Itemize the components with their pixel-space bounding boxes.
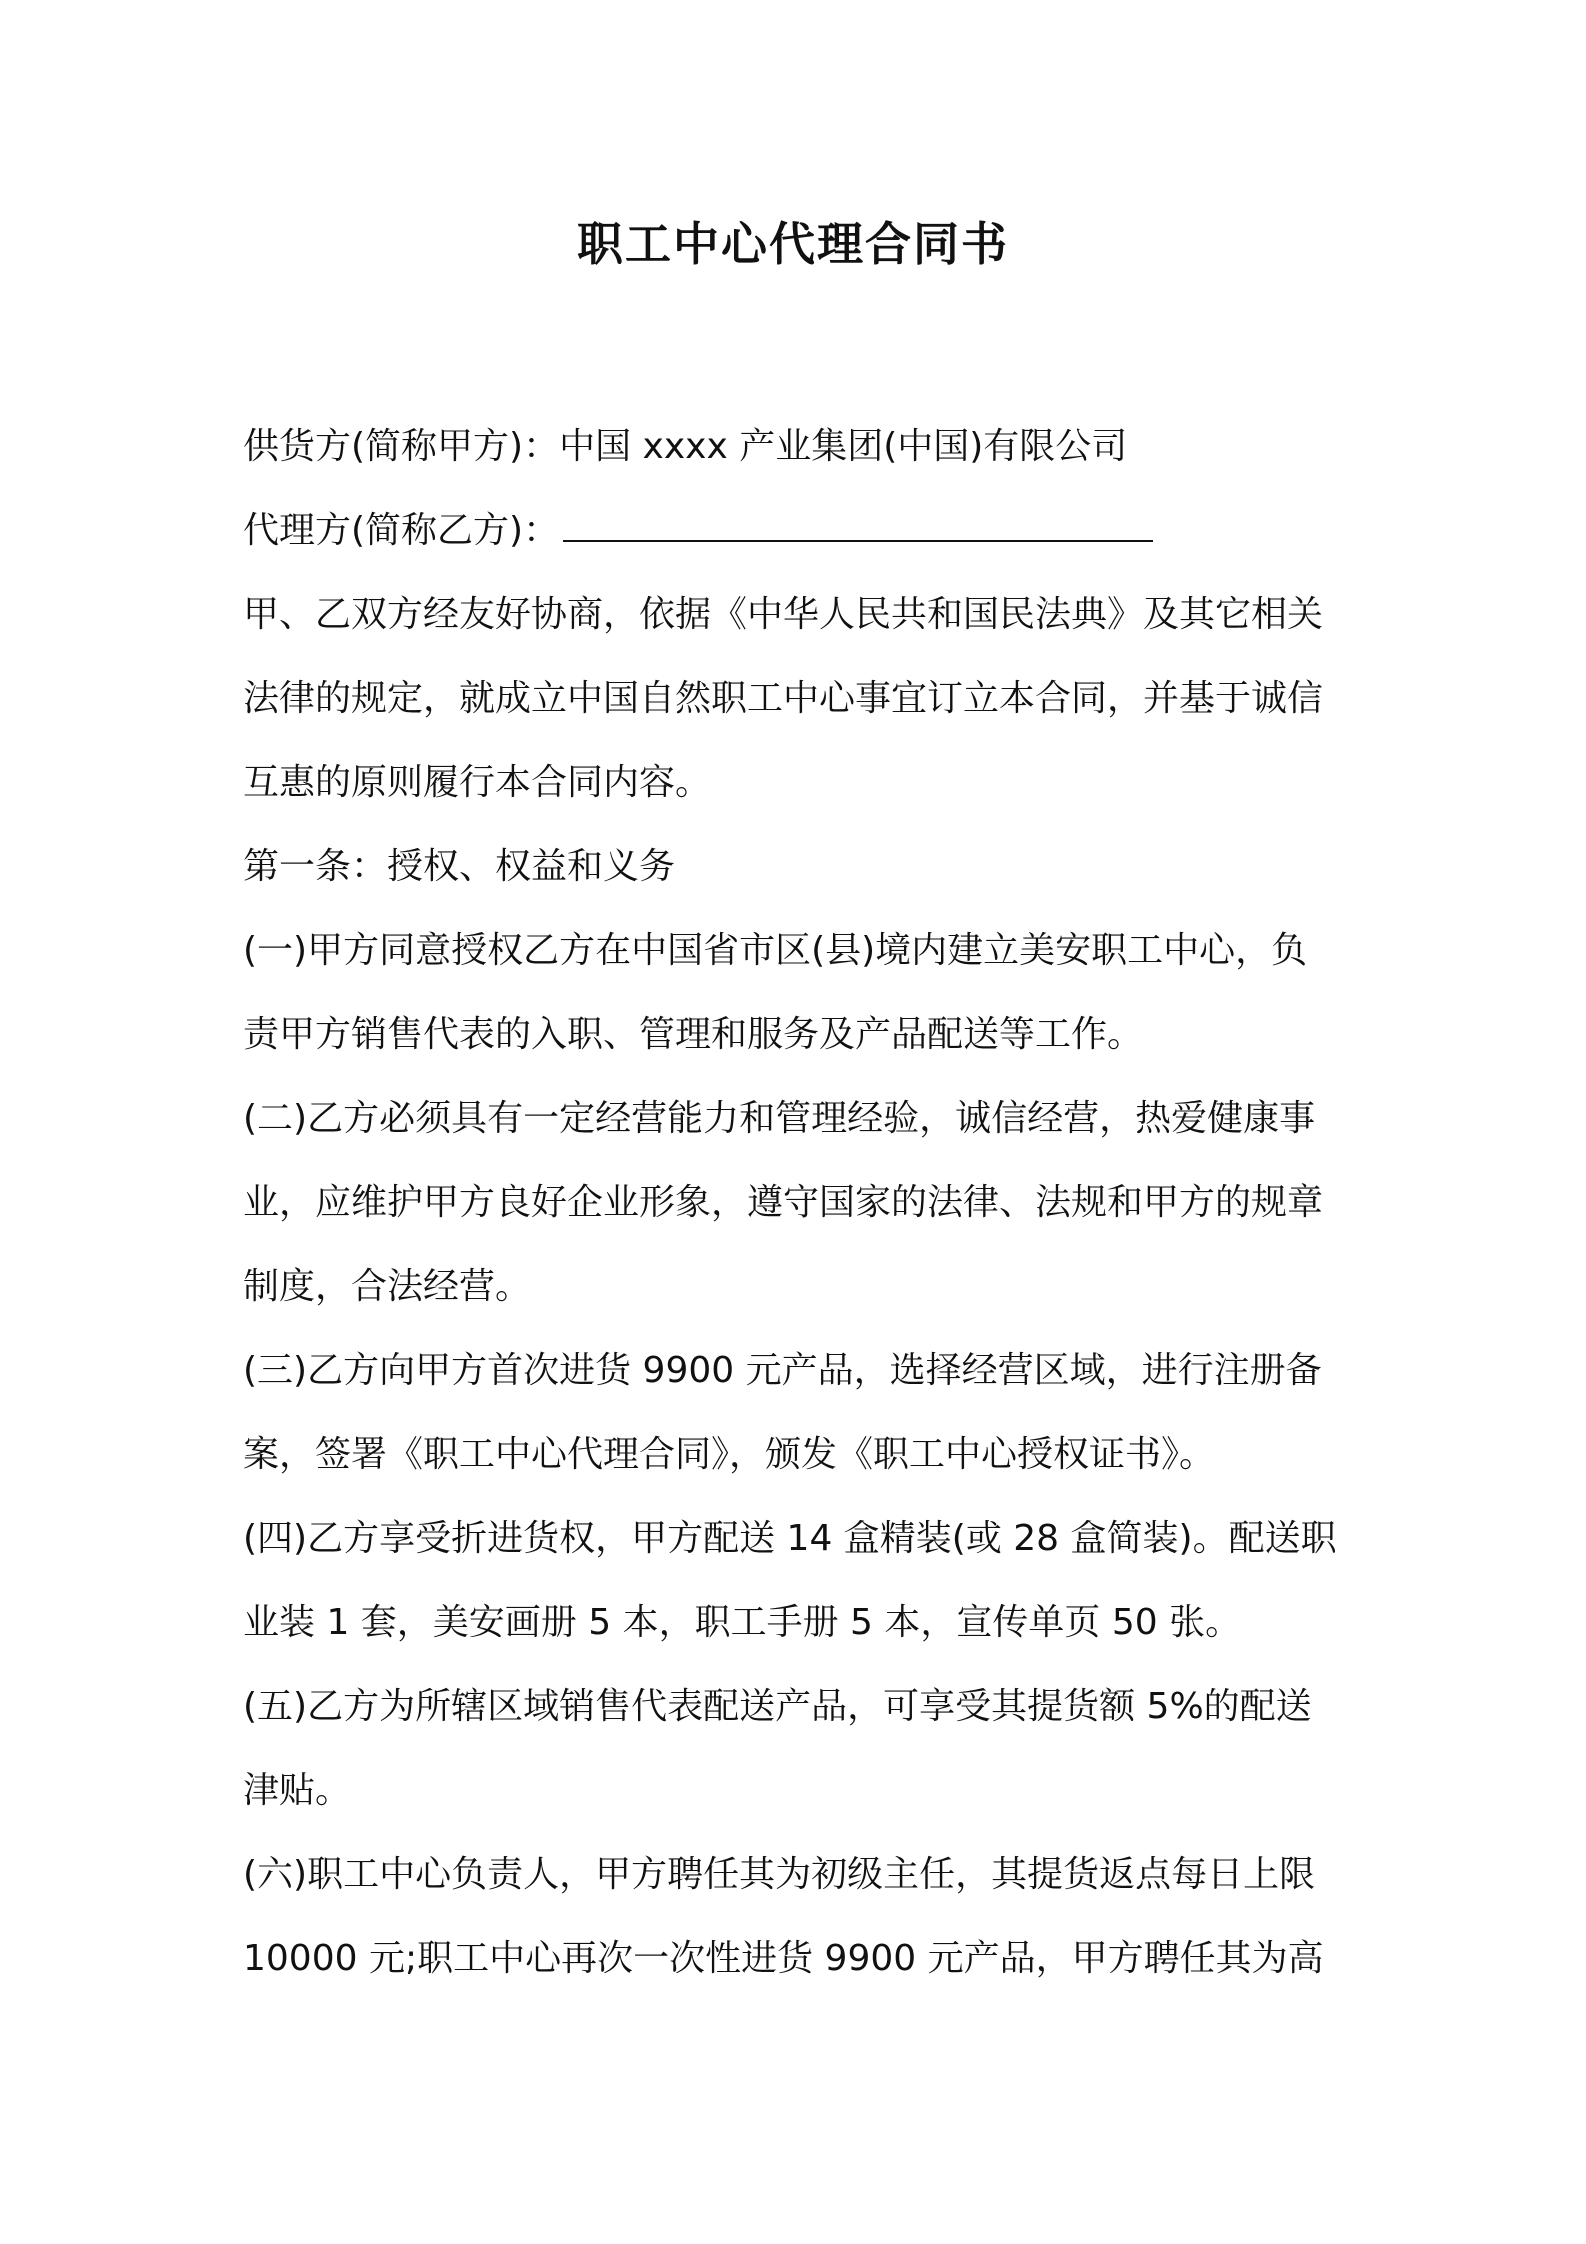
supplier-line: 供货方(简称甲方)：中国 xxxx 产业集团(中国)有限公司 [243,426,1128,467]
body-line: 案，签署《职工中心代理合同》，颁发《职工中心授权证书》。 [243,1434,1216,1475]
body-line: 津贴。 [243,1770,352,1811]
body-line: (一)甲方同意授权乙方在中国省市区(县)境内建立美安职工中心，负 [243,930,1308,971]
agent-name-blank [563,510,1153,542]
body-line: (五)乙方为所辖区域销售代表配送产品，可享受其提货额 5%的配送 [243,1686,1312,1727]
body-line: 互惠的原则履行本合同内容。 [243,762,712,803]
body-line: (四)乙方享受折进货权，甲方配送 14 盒精装(或 28 盒简装)。配送职 [243,1518,1337,1559]
document-title: 职工中心代理合同书 [577,217,1009,271]
section-heading: 第一条：授权、权益和义务 [243,846,676,887]
body-line: 业装 1 套，美安画册 5 本，职工手册 5 本，宣传单页 50 张。 [243,1602,1242,1643]
body-line: 甲、乙双方经友好协商，依据《中华人民共和国民法典》及其它相关 [243,594,1324,635]
body-line: 法律的规定，就成立中国自然职工中心事宜订立本合同，并基于诚信 [243,678,1324,719]
body-line: (二)乙方必须具有一定经营能力和管理经验，诚信经营，热爱健康事 [243,1098,1316,1139]
body-line: 制度，合法经营。 [243,1266,532,1307]
body-line: 责甲方销售代表的入职、管理和服务及产品配送等工作。 [243,1014,1144,1055]
body-line: 业，应维护甲方良好企业形象，遵守国家的法律、法规和甲方的规章 [243,1182,1324,1223]
body-line: (六)职工中心负责人，甲方聘任其为初级主任，其提货返点每日上限 [243,1854,1316,1895]
agent-line [243,489,1353,573]
body-line: (三)乙方向甲方首次进货 9900 元产品，选择经营区域，进行注册备 [243,1350,1322,1391]
document-body [243,405,1353,2001]
body-line: 10000 元;职工中心再次一次性进货 9900 元产品，甲方聘任其为高 [243,1938,1324,1979]
agent-label: 代理方(简称乙方)： [243,510,560,551]
